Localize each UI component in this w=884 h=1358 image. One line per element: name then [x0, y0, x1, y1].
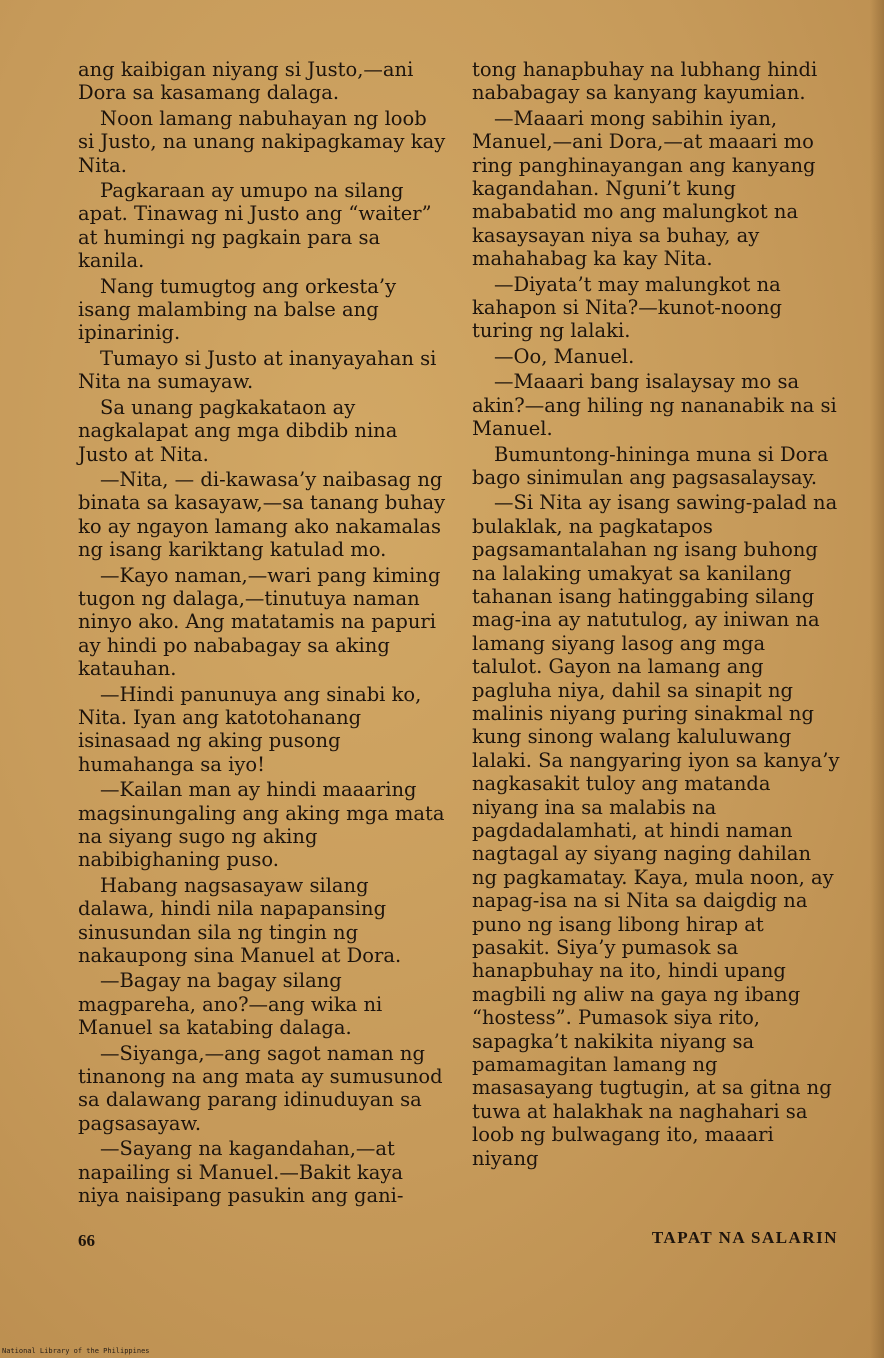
right-column	[472, 58, 840, 1172]
paragraph: —Maaari bang isalaysay mo sa akin?—ang hiling ng nananabik na si Manuel.	[472, 370, 837, 441]
paragraph: —Sayang na kagandahan,—at napailing si Manuel.—Bakit kaya niya naisipang pasukin ang gani-	[78, 1137, 404, 1208]
running-title: TAPAT NA SALARIN	[651, 1228, 838, 1247]
paragraph: —Diyata’t may malungkot na kahapon si Nita?—kunot-noong turing ng lalaki.	[472, 272, 782, 343]
paragraph: —Kayo naman,—wari pang kiming tugon ng dalaga,—tinutuya naman ninyo ako. Ang matatamis na papuri ay hindi po nababagay sa aking katauhan.	[78, 563, 441, 681]
paragraph: Tumayo si Justo at inanyayahan si Nita na sumayaw.	[78, 346, 437, 394]
paragraph: Habang nagsasayaw silang dalawa, hindi nila napapansing sinusundan sila ng tingin ng nakaupong sina Manuel at Dora.	[78, 873, 402, 968]
paragraph: Pagkaraan ay umupo na silang apat. Tinawag ni Justo ang “waiter” at humingi ng pagkain para sa kanila.	[78, 179, 432, 273]
paragraph: —Siyanga,—ang sagot naman ng tinanong na ang mata ay sumusunod sa dalawang parang idinuduyan sa pagsasayaw.	[78, 1041, 443, 1135]
paragraph: Noon lamang nabuhayan ng loob si Justo, na unang nakipagkamay kay Nita.	[78, 106, 446, 177]
paragraph: Nang tumugtog ang orkesta’y isang malambing na balse ang ipinarinig.	[78, 274, 397, 345]
page-edge-shadow	[870, 0, 884, 1358]
paragraph: —Si Nita ay isang sawing-palad na bulaklak, na pagkatapos pagsamantalahan ng isang buhong na lalaking umakyat sa kanilang tahanan isang hatinggabing silang mag-ina ay natutulog, ay iniwan na lamang siyang lasog ang mga talulot. Gayon na lamang ang pagluha niya, dahil sa sinapit ng malinis niyang puring sinakmal ng kung sinong walang kaluluwang lalaki. Sa nangyaring iyon sa kanya’y nagkasakit tuloy ang matanda niyang ina sa malabis na pagdadalamhati, at hindi naman nagtagal ay siyang naging dahilan ng pagkamatay. Kaya, mula noon, ay napag-isa na si Nita sa daigdig na puno ng isang libong hirap at pasakit. Siya’y pumasok sa hanapbuhay na ito, hindi upang magbili ng aliw na gaya ng ibang “hostess”. Pumasok siya rito, sapagka’t nakikita niyang sa pamamagitan lamang ng masasayang tugtugin, at sa gitna ng tuwa at halakhak na naghahari sa loob ng bulwagang ito, maaari niyang	[472, 491, 840, 1170]
paragraph: —Oo, Manuel.	[494, 344, 635, 368]
page-number: 66	[78, 1231, 95, 1250]
paragraph: —Kailan man ay hindi maaaring magsinungaling ang aking mga mata na siyang sugo ng aking nabibighaning puso.	[78, 778, 445, 872]
left-column	[78, 58, 446, 1210]
paragraph: ang kaibigan niyang si Justo,—ani Dora sa kasamang dalaga.	[78, 58, 414, 105]
paragraph: tong hanapbuhay na lubhang hindi nababagay sa kanyang kayumian.	[472, 58, 818, 105]
library-credit: National Library of the Philippines	[2, 1347, 150, 1355]
paragraph: —Maaari mong sabihin iyan, Manuel,—ani Dora,—at maaari mo ring panghinayangan ang kanyang kagandahan. Nguni’t kung mababatid mo ang malungkot na kasaysayan niya sa buhay, ay mahahabag ka kay Nita.	[472, 106, 816, 271]
paragraph: —Hindi panunuya ang sinabi ko, Nita. Iyan ang katotohanang isinasaad ng aking pusong humahanga sa iyo!	[78, 682, 422, 776]
paragraph: —Bagay na bagay silang magpareha, ano?—ang wika ni Manuel sa katabing dalaga.	[78, 969, 383, 1040]
paragraph: Bumuntong-hininga muna si Dora bago sinimulan ang pagsasalaysay.	[472, 442, 829, 489]
paragraph: Sa unang pagkakataon ay nagkalapat ang mga dibdib nina Justo at Nita.	[78, 395, 398, 466]
paragraph: —Nita, — di-kawasa’y naibasag ng binata sa kasayaw,—sa tanang buhay ko ay ngayon lamang ako nakamalas ng isang kariktang katulad mo.	[78, 467, 446, 562]
